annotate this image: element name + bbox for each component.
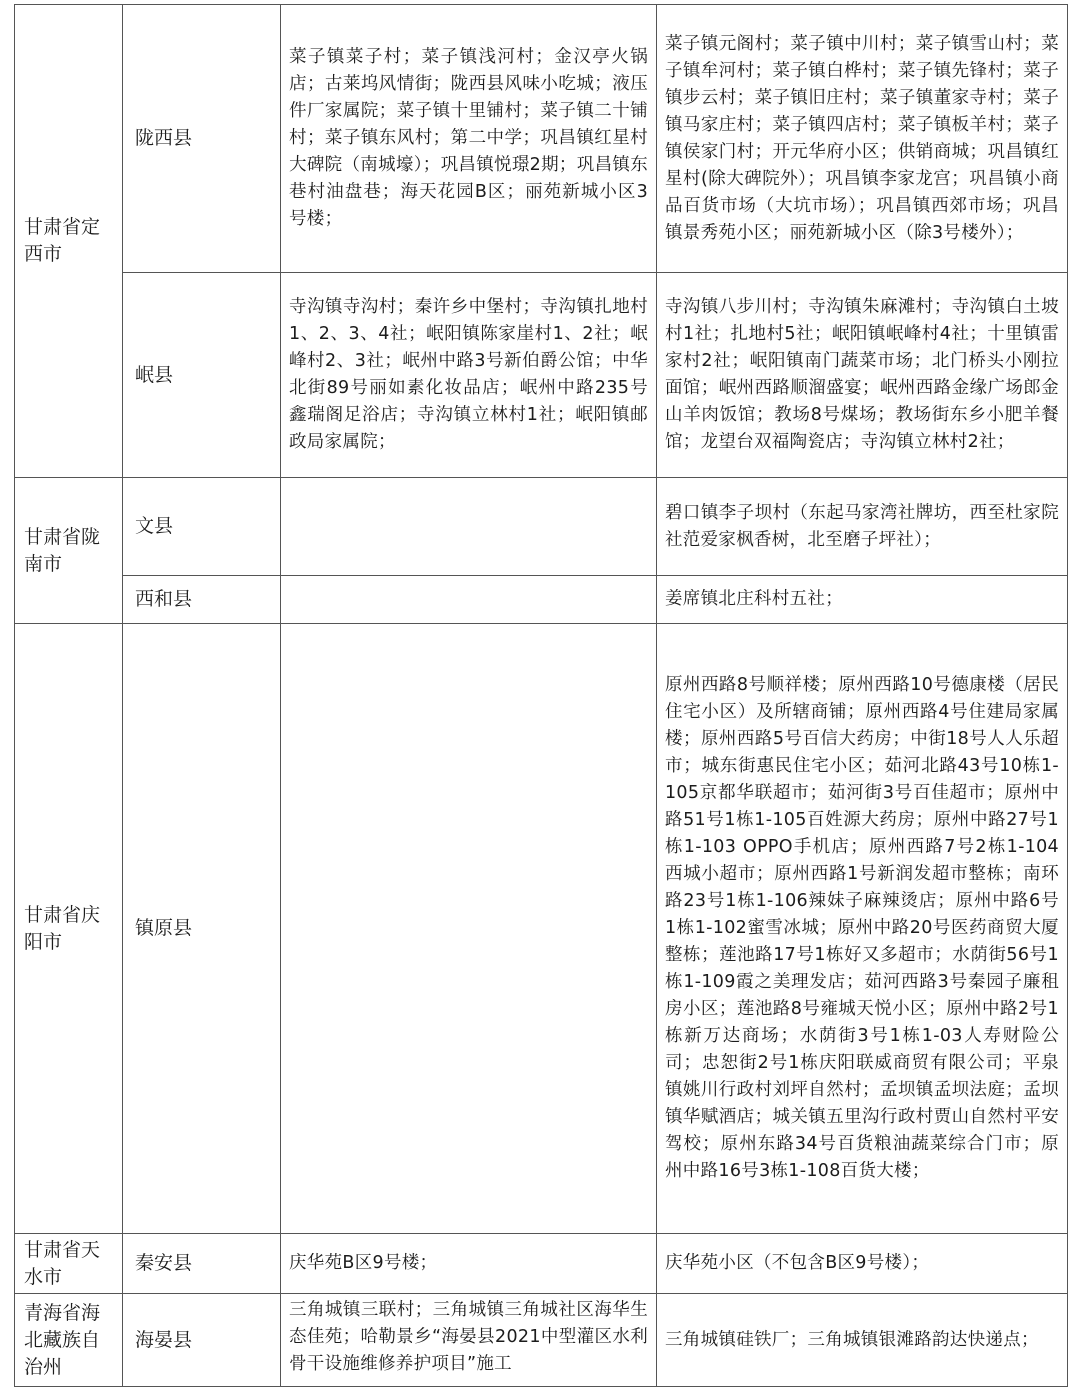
city-cell: 甘肃省天水市 [15,1234,123,1294]
mid-risk-cell: 庆华苑小区（不包含B区9号楼）； [657,1234,1068,1294]
city-cell: 甘肃省陇南市 [15,478,123,624]
county-cell: 秦安县 [123,1234,281,1294]
table-row [15,1234,1068,1294]
mid-risk-cell: 寺沟镇八步川村；寺沟镇朱麻滩村；寺沟镇白土坡村1社；扎地村5社；岷阳镇岷峰村4社；十里镇雷家村2社；岷阳镇南门蔬菜市场；北门桥头小刚拉面馆；岷州西路顺溜盛宴；岷州西路金缘广场郎金山羊肉饭馆；教场8号煤场；教场街东乡小肥羊餐馆；龙望台双福陶瓷店；寺沟镇立林村2社； [657,273,1068,478]
high-risk-cell: 寺沟镇寺沟村；秦许乡中堡村；寺沟镇扎地村1、2、3、4社；岷阳镇陈家崖村1、2社；岷峰村2、3社；岷州中路3号新伯爵公馆；中华北街89号丽如素化妆品店；岷州中路235号鑫瑞阁足浴店；寺沟镇立林村1社；岷阳镇邮政局家属院； [281,273,657,478]
risk-area-table [14,4,1068,1387]
county-cell: 岷县 [123,273,281,478]
table-row [15,273,1068,478]
mid-risk-cell: 菜子镇元阁村；菜子镇中川村；菜子镇雪山村；菜子镇牟河村；菜子镇白桦村；菜子镇先锋村；菜子镇步云村；菜子镇旧庄村；菜子镇董家寺村；菜子镇马家庄村；菜子镇四店村；菜子镇板羊村；菜子镇侯家门村；开元华府小区；供销商城；巩昌镇红星村(除大碑院外）；巩昌镇李家龙宫；巩昌镇小商品百货市场（大坑市场）；巩昌镇西郊市场；巩昌镇景秀苑小区；丽苑新城小区（除3号楼外）； [657,5,1068,273]
table-row [15,624,1068,1234]
table-row [15,576,1068,624]
city-cell: 甘肃省定西市 [15,5,123,478]
table-row [15,5,1068,273]
high-risk-cell: 庆华苑B区9号楼； [281,1234,657,1294]
high-risk-cell [281,624,657,1234]
table-row [15,1294,1068,1387]
city-cell: 青海省海北藏族自治州 [15,1294,123,1387]
mid-risk-cell: 姜席镇北庄科村五社； [657,576,1068,624]
county-cell: 西和县 [123,576,281,624]
county-cell: 陇西县 [123,5,281,273]
county-cell: 文县 [123,478,281,576]
high-risk-cell [281,478,657,576]
city-cell: 甘肃省庆阳市 [15,624,123,1234]
mid-risk-cell: 原州西路8号顺祥楼；原州西路10号德康楼（居民住宅小区）及所辖商铺；原州西路4号住建局家属楼；原州西路5号百信大药房；中街18号人人乐超市；城东街惠民住宅小区；茹河北路43号10栋1-105京都华联超市；茹河街3号百佳超市；原州中路51号1栋1-105百姓源大药房；原州中路27号1栋1-103 OPPO手机店；原州西路7号2栋1-104西城小超市；原州西路1号新润发超市整栋；南环路23号1栋1-106辣妹子麻辣烫店；原州中路6号1栋1-102蜜雪冰城；原州中路20号医药商贸大厦整栋；莲池路17号1栋好又多超市；水荫街56号1栋1-109霞之美理发店；茹河西路3号秦园子廉租房小区；莲池路8号雍城天悦小区；原州中路2号1栋新万达商场；水荫街3号1栋1-03人寿财险公司；忠恕街2号1栋庆阳联威商贸有限公司；平泉镇姚川行政村刘坪自然村；孟坝镇孟坝法庭；孟坝镇华赋酒店；城关镇五里沟行政村贾山自然村平安驾校；原州东路34号百货粮油蔬菜综合门市；原州中路16号3栋1-108百货大楼； [657,624,1068,1234]
mid-risk-cell: 三角城镇硅铁厂；三角城镇银滩路韵达快递点； [657,1294,1068,1387]
county-cell: 镇原县 [123,624,281,1234]
high-risk-cell: 菜子镇菜子村；菜子镇浅河村；金汉亭火锅店；古莱坞风情街；陇西县风味小吃城；液压件厂家属院；菜子镇十里铺村；菜子镇二十铺村；菜子镇东风村；第二中学；巩昌镇红星村大碑院（南城壕）；巩昌镇悦璟2期；巩昌镇东巷村油盘巷；海天花园B区；丽苑新城小区3号楼； [281,5,657,273]
high-risk-cell: 三角城镇三联村；三角城镇三角城社区海华生态佳苑；哈勒景乡“海晏县2021中型灌区水利骨干设施维修养护项目”施工 [281,1294,657,1387]
high-risk-cell [281,576,657,624]
county-cell: 海晏县 [123,1294,281,1387]
table-row [15,478,1068,576]
mid-risk-cell: 碧口镇李子坝村（东起马家湾社牌坊，西至杜家院社范爱家枫香树，北至磨子坪社）； [657,478,1068,576]
